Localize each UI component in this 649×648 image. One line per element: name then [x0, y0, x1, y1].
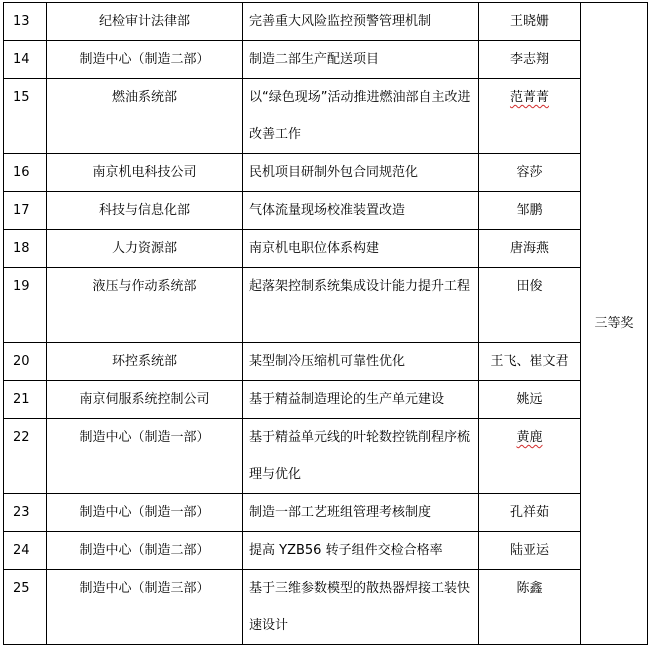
table-row	[4, 381, 648, 419]
row-number: 20	[4, 343, 47, 381]
department-cell: 液压与作动系统部	[47, 268, 243, 343]
table-row	[4, 532, 648, 570]
department-cell: 制造中心（制造二部）	[47, 532, 243, 570]
table-row	[4, 154, 648, 192]
winner-cell: 唐海燕	[479, 230, 581, 268]
table-row	[4, 570, 648, 645]
row-number: 14	[4, 41, 47, 79]
table-row	[4, 494, 648, 532]
winner-cell: 陈鑫	[479, 570, 581, 645]
department-cell: 燃油系统部	[47, 79, 243, 154]
winner-cell: 田俊	[479, 268, 581, 343]
row-number: 19	[4, 268, 47, 343]
project-cell: 民机项目研制外包合同规范化	[243, 154, 479, 192]
row-number: 22	[4, 419, 47, 494]
project-cell: 制造一部工艺班组管理考核制度	[243, 494, 479, 532]
winner-cell: 邹鹏	[479, 192, 581, 230]
table-row	[4, 268, 648, 343]
table-row	[4, 343, 648, 381]
winner-cell: 范菁菁	[509, 90, 549, 105]
project-cell: 南京机电职位体系构建	[243, 230, 479, 268]
project-cell: 基于三维参数模型的散热器焊接工装快速设计	[243, 570, 479, 645]
project-cell: 基于精益单元线的叶轮数控铣削程序梳理与优化	[243, 419, 479, 494]
department-cell: 制造中心（制造一部）	[47, 419, 243, 494]
row-number: 17	[4, 192, 47, 230]
winner-cell: 王晓姗	[479, 3, 581, 41]
department-cell: 南京伺服系统控制公司	[47, 381, 243, 419]
winner-cell: 孔祥茹	[479, 494, 581, 532]
project-cell: 某型制冷压缩机可靠性优化	[243, 343, 479, 381]
award-level-cell: 三等奖	[581, 3, 648, 645]
award-table	[3, 2, 648, 645]
winner-cell: 姚远	[479, 381, 581, 419]
department-cell: 南京机电科技公司	[47, 154, 243, 192]
table-row	[4, 79, 648, 154]
department-cell: 制造中心（制造三部）	[47, 570, 243, 645]
table-row	[4, 192, 648, 230]
project-cell: 气体流量现场校准装置改造	[243, 192, 479, 230]
table-row	[4, 41, 648, 79]
winner-cell: 容莎	[479, 154, 581, 192]
department-cell: 制造中心（制造一部）	[47, 494, 243, 532]
department-cell: 制造中心（制造二部）	[47, 41, 243, 79]
department-cell: 科技与信息化部	[47, 192, 243, 230]
winner-cell: 李志翔	[479, 41, 581, 79]
project-cell: 完善重大风险监控预警管理机制	[243, 3, 479, 41]
row-number: 13	[4, 3, 47, 41]
department-cell: 环控系统部	[47, 343, 243, 381]
project-cell: 起落架控制系统集成设计能力提升工程	[243, 268, 479, 343]
department-cell: 人力资源部	[47, 230, 243, 268]
department-cell: 纪检审计法律部	[47, 3, 243, 41]
row-number: 25	[4, 570, 47, 645]
row-number: 15	[4, 79, 47, 154]
winner-cell: 黄鹿	[516, 430, 543, 445]
row-number: 24	[4, 532, 47, 570]
row-number: 16	[4, 154, 47, 192]
winner-cell: 陆亚运	[479, 532, 581, 570]
row-number: 23	[4, 494, 47, 532]
row-number: 21	[4, 381, 47, 419]
project-cell: 以“绿色现场”活动推进燃油部自主改进改善工作	[243, 79, 479, 154]
table-row	[4, 419, 648, 494]
winner-cell: 王飞、崔文君	[479, 343, 581, 381]
project-cell: 制造二部生产配送项目	[243, 41, 479, 79]
row-number: 18	[4, 230, 47, 268]
table-row	[4, 3, 648, 41]
table-row	[4, 230, 648, 268]
project-cell: 提高 YZB56 转子组件交检合格率	[243, 532, 479, 570]
project-cell: 基于精益制造理论的生产单元建设	[243, 381, 479, 419]
